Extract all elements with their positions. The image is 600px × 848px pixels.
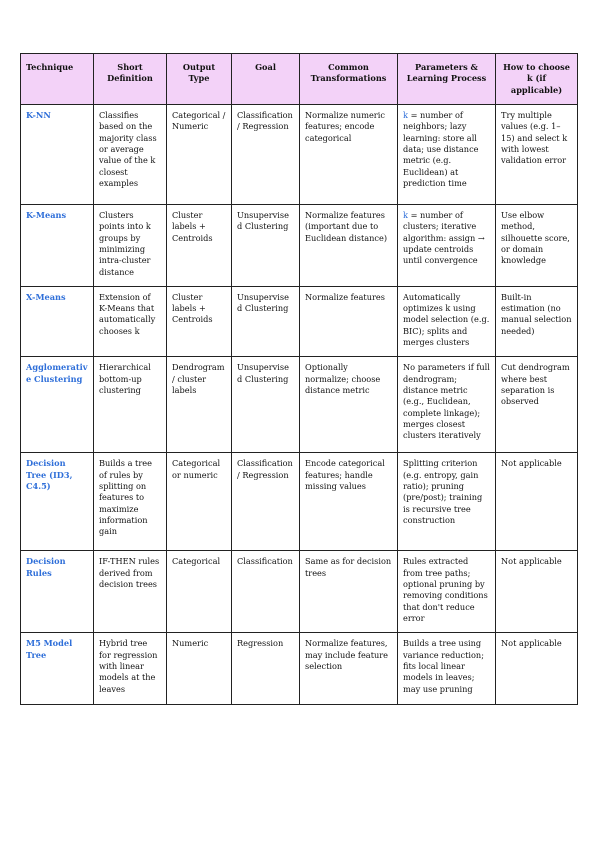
transformations-cell: Normalize features, may include feature selection <box>300 633 398 705</box>
goal-cell: Unsupervised Clustering <box>232 286 300 357</box>
parameter-k-highlight: k <box>403 109 408 120</box>
parameters-text: = number of clusters; iterative algorithm: assign → update centroids until convergence <box>403 209 485 266</box>
parameters-cell: Splitting criterion (e.g. entropy, gain ratio); pruning (pre/post); training is recursive tree construction <box>398 453 496 551</box>
header-how-to-choose-k: How to choose k (if applicable) <box>496 54 578 105</box>
output-type-cell: Cluster labels + Centroids <box>167 286 232 357</box>
table-row <box>21 104 578 204</box>
goal-cell: Classification / Regression <box>232 453 300 551</box>
definition-cell: Extension of K-Means that automatically chooses k <box>94 286 167 357</box>
header-common-transformations: Common Transformations <box>300 54 398 105</box>
output-type-cell: Categorical / Numeric <box>167 104 232 204</box>
definition-cell: Hierarchical bottom-up clustering <box>94 357 167 453</box>
header-short-definition: Short Definition <box>94 54 167 105</box>
transformations-cell: Optionally normalize; choose distance metric <box>300 357 398 453</box>
table-row <box>21 357 578 453</box>
technique-cell: Decision Tree (ID3, C4.5) <box>21 453 94 551</box>
parameters-cell: No parameters if full dendrogram; distance metric (e.g., Euclidean, complete linkage); merges closest clusters iteratively <box>398 357 496 453</box>
parameters-cell <box>398 104 496 204</box>
definition-cell: Classifies based on the majority class or average value of the k closest examples <box>94 104 167 204</box>
choose-k-cell: Try multiple values (e.g. 1–15) and select k with lowest validation error <box>496 104 578 204</box>
output-type-cell: Categorical <box>167 551 232 633</box>
choose-k-cell: Cut dendrogram where best separation is observed <box>496 357 578 453</box>
technique-cell: K-NN <box>21 104 94 204</box>
goal-cell: Unsupervised Clustering <box>232 204 300 286</box>
comparison-table <box>20 53 578 705</box>
parameters-cell: Builds a tree using variance reduction; fits local linear models in leaves; may use pruning <box>398 633 496 705</box>
choose-k-cell: Use elbow method, silhouette score, or domain knowledge <box>496 204 578 286</box>
transformations-cell: Same as for decision trees <box>300 551 398 633</box>
parameter-k-highlight: k <box>403 209 408 220</box>
transformations-cell: Encode categorical features; handle missing values <box>300 453 398 551</box>
header-technique: Technique <box>21 54 94 105</box>
choose-k-cell: Not applicable <box>496 453 578 551</box>
transformations-cell: Normalize numeric features; encode categorical <box>300 104 398 204</box>
parameters-cell: Automatically optimizes k using model selection (e.g. BIC); splits and merges clusters <box>398 286 496 357</box>
transformations-cell: Normalize features (important due to Euclidean distance) <box>300 204 398 286</box>
output-type-cell: Numeric <box>167 633 232 705</box>
table-row <box>21 204 578 286</box>
output-type-cell: Dendrogram / cluster labels <box>167 357 232 453</box>
parameters-cell <box>398 204 496 286</box>
choose-k-cell: Built-in estimation (no manual selection needed) <box>496 286 578 357</box>
table-row <box>21 286 578 357</box>
table-row <box>21 453 578 551</box>
definition-cell: IF-THEN rules derived from decision trees <box>94 551 167 633</box>
choose-k-cell: Not applicable <box>496 633 578 705</box>
technique-cell: K-Means <box>21 204 94 286</box>
output-type-cell: Cluster labels + Centroids <box>167 204 232 286</box>
goal-cell: Unsupervised Clustering <box>232 357 300 453</box>
choose-k-cell: Not applicable <box>496 551 578 633</box>
definition-cell: Builds a tree of rules by splitting on features to maximize information gain <box>94 453 167 551</box>
technique-cell: Agglomerative Clustering <box>21 357 94 453</box>
definition-cell: Hybrid tree for regression with linear models at the leaves <box>94 633 167 705</box>
goal-cell: Classification <box>232 551 300 633</box>
definition-cell: Clusters points into k groups by minimizing intra-cluster distance <box>94 204 167 286</box>
goal-cell: Regression <box>232 633 300 705</box>
technique-cell: X-Means <box>21 286 94 357</box>
table-row <box>21 551 578 633</box>
parameters-cell: Rules extracted from tree paths; optional pruning by removing conditions that don't reduce error <box>398 551 496 633</box>
table-row <box>21 633 578 705</box>
header-parameters-learning-process: Parameters & Learning Process <box>398 54 496 105</box>
technique-cell: Decision Rules <box>21 551 94 633</box>
output-type-cell: Categorical or numeric <box>167 453 232 551</box>
header-output-type: Output Type <box>167 54 232 105</box>
technique-cell: M5 Model Tree <box>21 633 94 705</box>
header-goal: Goal <box>232 54 300 105</box>
goal-cell: Classification / Regression <box>232 104 300 204</box>
parameters-text: = number of neighbors; lazy learning: store all data; use distance metric (e.g. Euclidean) at prediction time <box>403 109 479 188</box>
header-row <box>21 54 578 105</box>
transformations-cell: Normalize features <box>300 286 398 357</box>
